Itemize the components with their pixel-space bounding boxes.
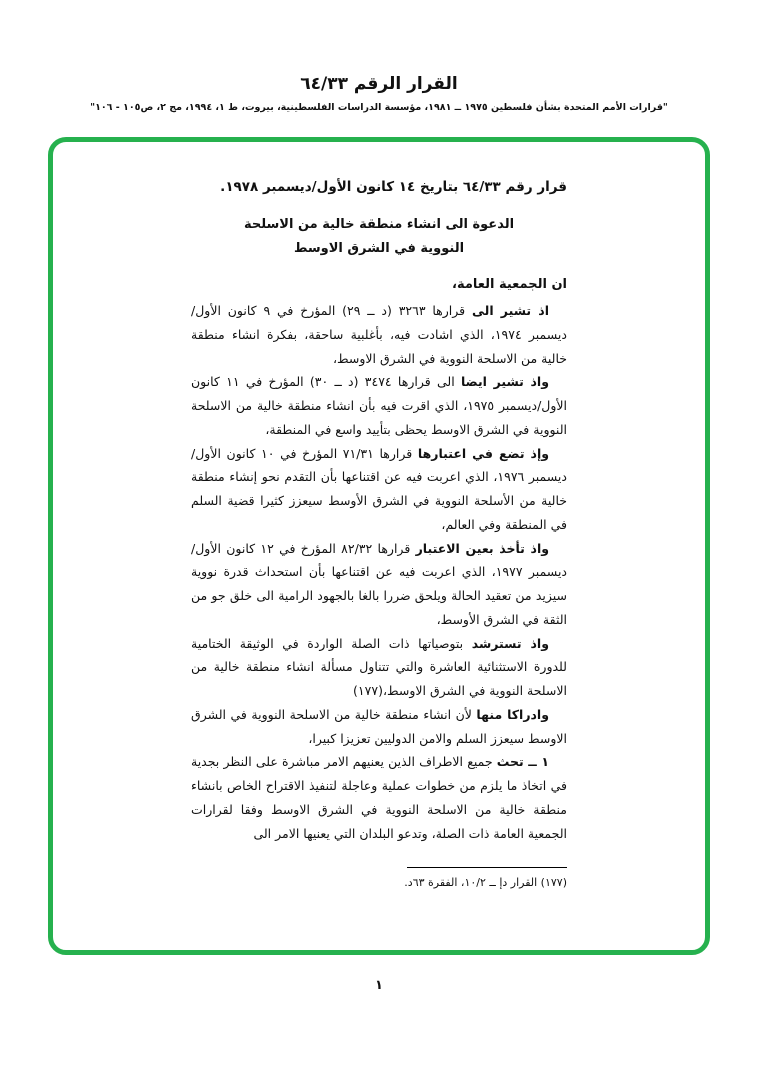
resolution-paragraph: وإذ تضع في اعتبارها قرارها ٧١/٣١ المؤرخ في ١٠ كانون الأول/ ديسمبر ١٩٧٦، الذي اعربت فيه عن اقتناعها بأن التقدم نحو إنشاء منطقة خالية من الأسلحة النووية في الشرق الأوسط سيعزز كثيرا قضية السلم في المنطقة وفي العالم، [191, 445, 567, 532]
document-title: القرار الرقم ٦٤/٣٣ [300, 74, 458, 94]
resolution-paragraph: ١ ــ تحث جميع الاطراف الذين يعنيهم الامر مباشرة على النظر بجدية في اتخاذ ما يلزم من خطوات عملية وعاجلة لتنفيذ الاقتراح الخاص بانشاء منطقة خالية من الاسلحة النووية في الشرق الاوسط وفقا لقرارات الجمعية العامة ذات الصلة، وتدعو البلدان التي يعنيها الامر الى [191, 754, 567, 841]
paragraph-lead: واذ تشير ايضا [460, 374, 549, 390]
source-citation: "قرارات الأمم المتحدة بشأن فلسطين ١٩٧٥ ــ ١٩٨١، مؤسسة الدراسات الفلسطينية، بيروت، ط ١، ١٩٩٤، مج ٢، ص١٠٥ - ١٠٦" [90, 102, 668, 113]
resolution-heading: قرار رقم ٦٤/٣٣ بتاريخ ١٤ كانون الأول/ديسمبر ١٩٧٨. [220, 179, 567, 195]
resolution-subtitle [191, 213, 567, 261]
paragraph-lead: واذ تأخذ بعين الاعتبار [415, 540, 549, 556]
paragraph-lead: ١ ــ تحث [496, 754, 550, 770]
resolution-paragraph: واذ تشير ايضا الى قرارها ٣٤٧٤ (د ــ ٣٠) المؤرخ في ١١ كانون الأول/ديسمبر ١٩٧٥، الذي اقرت فيه بأن انشاء منطقة خالية من الاسلحة النووية في الشرق الاوسط يحظى بتأييد واسع في المنطقة، [191, 374, 568, 437]
paragraph-lead: وإذ تضع في اعتبارها [417, 445, 549, 461]
footnote-block [191, 867, 567, 892]
footnote-text: (١٧٧) القرار دإ ــ ١٠/٢، الفقرة ٦٣د. [404, 876, 567, 890]
paragraph-lead: وادراكا منها [476, 706, 549, 722]
paragraph-lead: اذ تشير الى [471, 303, 550, 319]
document-border-frame [48, 137, 710, 955]
resolution-body [191, 176, 567, 892]
resolution-paragraph: واذ تأخذ بعين الاعتبار قرارها ٨٢/٣٢ المؤرخ في ١٢ كانون الأول/ ديسمبر ١٩٧٧، الذي اعربت فيه عن اقتناعها بأن استحداث قدرة نووية سيزيد من تعقيد الحالة ويلحق ضررا بالغا بالجهود الرامية الى خلق جو من الثقة في الشرق الأوسط، [191, 540, 567, 627]
page-number: ١ [375, 978, 383, 993]
resolution-paragraph: وادراكا منها لأن انشاء منطقة خالية من الاسلحة النووية في الشرق الاوسط سيعزز السلم والامن الدوليين تعزيزا كبيرا، [191, 706, 567, 746]
paragraph-lead: واذ تسترشد [471, 635, 549, 651]
resolution-paragraph: واذ تسترشد بتوصياتها ذات الصلة الواردة في الوثيقة الختامية للدورة الاستثنائية العاشرة والتي تتناول مسألة انشاء منطقة خالية من الاسلحة النووية في الشرق الاوسط،(١٧٧) [191, 635, 567, 699]
resolution-subtitle-line1: الدعوة الى انشاء منطقة خالية من الاسلحة [243, 216, 515, 232]
preamble-intro: ان الجمعية العامة، [452, 277, 567, 293]
resolution-subtitle-line2: النووية في الشرق الاوسط [293, 240, 465, 256]
resolution-paragraph: اذ تشير الى قرارها ٣٢٦٣ (د ــ ٢٩) المؤرخ في ٩ كانون الأول/ ديسمبر ١٩٧٤، الذي اشادت فيه، بأغلبية ساحقة، بفكرة انشاء منطقة خالية من الاسلحة النووية في الشرق الاوسط، [191, 303, 567, 366]
footnote-divider [407, 867, 567, 868]
paragraph-list [191, 299, 567, 845]
document-header [0, 0, 758, 113]
